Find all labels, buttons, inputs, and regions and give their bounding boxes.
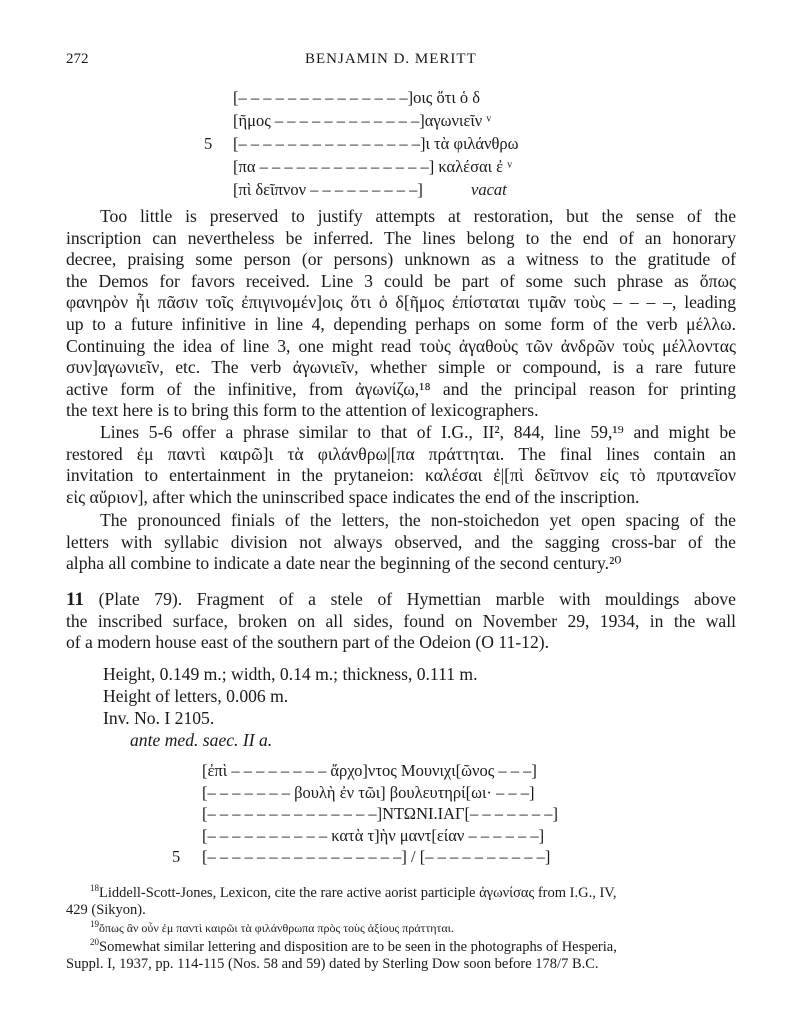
text-line: the inscribed surface, broken on all sides, found on November 29, 1934, in the wall [66,610,736,631]
text-line: alpha all combine to indicate a date near the beginning of the second century.²⁰ [66,553,622,574]
page-number: 272 [66,51,89,67]
inscription-line: [– – – – – – – – – – – – – – – –] / [– – – – – – – – – –] [202,847,551,867]
text-line: Lines 5-6 offer a phrase similar to that of I.G., II², 844, line 59,¹⁹ and might be [100,422,736,442]
inscription-line: [πα – – – – – – – – – – – – – –] καλέσαι ἐ ᵛ [233,157,513,176]
text-line: invitation to entertainment in the prytaneion: καλέσαι ἐ|[πὶ δεῖπνον εἰς τὸ πρυτανεῖον [66,465,736,486]
text-line: the text here is to bring this form to the attention of lexicographers. [66,400,539,421]
text-line: decree, praising some person (or persons) unknown as a witness to the gratitude of [66,249,736,270]
text-line [66,589,736,611]
inscription-line: [– – – – – – – βουλὴ ἐν τῶι] βουλευτηρί[ωι· – – –] [202,782,535,802]
inscription-2 [172,760,632,870]
footnote-mark: 18 [90,883,99,893]
footnote-mark: 20 [90,937,99,947]
text-line: up to a future infinitive in line 4, depending perhaps on some form of the verb μέλλω. [66,313,736,334]
text-line: Continuing the idea of line 3, one might read τοὺς ἀγαθοὺς τῶν ἀνδρῶν τοὺς μέλλοντας [66,335,736,356]
footnote-18 [66,880,736,919]
footnote-mark: 19 [90,919,99,929]
inscription-line: [– – – – – – – – – – κατὰ τ]ὴν μαντ[είαν – – – – – –] [202,825,545,845]
text-line: Too little is preserved to justify attempts at restoration, but the sense of the [100,206,736,226]
paragraph-1 [66,206,736,422]
footnote-text: ὅπως ἂν οὖν ἐμ παντὶ καιρῶι τὰ φιλάνθρωπα πρὸς τοὺς ἀξίους πράττηται. [99,921,454,935]
inscription-line: [ἐπὶ – – – – – – – – ἄρχο]ντος Μουνιχι[ῶνος – – –] [202,761,537,780]
text-line: letters with syllabic division not always observed, and the sagging cross-bar of the [66,531,736,552]
footnote-text: Suppl. I, 1937, pp. 114-115 (Nos. 58 and 59) dated by Sterling Dow soon before 178/7 B.C. [66,955,599,972]
inscription-line: [ῆμος – – – – – – – – – – – –]αγωνιεῖν ᵛ [233,111,492,130]
footnote-text: 429 (Sikyon). [66,901,146,918]
inscription-line: [– – – – – – – – – – – – – –]ΝΤΩΝΙ.ΙΑΓ[– – – – – – –] [202,804,559,824]
text-line: the Demos for favors received. Line 3 could be part of some such phrase as ὅπως [66,270,736,291]
text-line: εἰς αὔριον], after which the uninscribed space indicates the end of the inscription. [66,486,640,507]
line-number: 5 [172,847,181,867]
footnote-text: Liddell-Scott-Jones, Lexicon, cite the rare active aorist participle ἀγωνίσας from I.G., IV, [99,884,617,901]
dimensions: Height, 0.149 m.; width, 0.14 m.; thickness, 0.111 m. [103,664,478,684]
entry-11 [66,589,736,654]
text-line: φανηρὸν ἦι πᾶσιν τοῖς ἐπιγινομέν]οις ὅτι ὁ δ[ῆμος ἐπίσταται τιμᾶν τοὺς – – – –, leading [66,292,736,313]
running-title: BENJAMIN D. MERITT [305,51,477,67]
text-line: active form of the infinitive, from ἀγωνίζω,¹⁸ and the principal reason for printing [66,378,736,399]
inscription-line: [– – – – – – – – – – – – – – –]ι τὰ φιλάνθρω [233,134,519,153]
line-number: 5 [204,134,213,153]
vacat-label: vacat [471,180,507,199]
footnote-20 [66,934,736,973]
date: ante med. saec. II a. [130,730,273,750]
paragraph-2 [66,422,736,508]
letter-height: Height of letters, 0.006 m. [103,686,289,706]
inscription-line: [– – – – – – – – – – – – – –]οις ὅτι ὁ δ [233,88,481,107]
text-line: The pronounced finials of the letters, the non-stoichedon yet open spacing of the [100,510,736,530]
inscription-1 [204,86,624,206]
paragraph-3 [66,510,736,575]
entry-first-line: (Plate 79). Fragment of a stele of Hymettian marble with mouldings above [98,589,736,609]
entry-number: 11 [66,589,84,610]
text-line: συν]αγωνιεῖν, etc. The verb ἀγωνιεῖν, whether simple or compound, is a rare future [66,357,736,378]
inscription-line: [πὶ δεῖπνον – – – – – – – – –] [233,180,423,199]
text-line: restored ἐμ παντὶ καιρῶ]ι τὰ φιλάνθρω|[πα πράττηται. The final lines contain an [66,443,736,464]
text-line: of a modern house east of the southern part of the Odeion (O 11-12). [66,632,550,653]
footnote-text: Somewhat similar lettering and disposition are to be seen in the photographs of Hesperia, [99,938,617,955]
text-line: inscription can nevertheless be inferred. The lines belong to the end of an honorary [66,227,736,248]
inventory-number: Inv. No. I 2105. [103,708,215,728]
